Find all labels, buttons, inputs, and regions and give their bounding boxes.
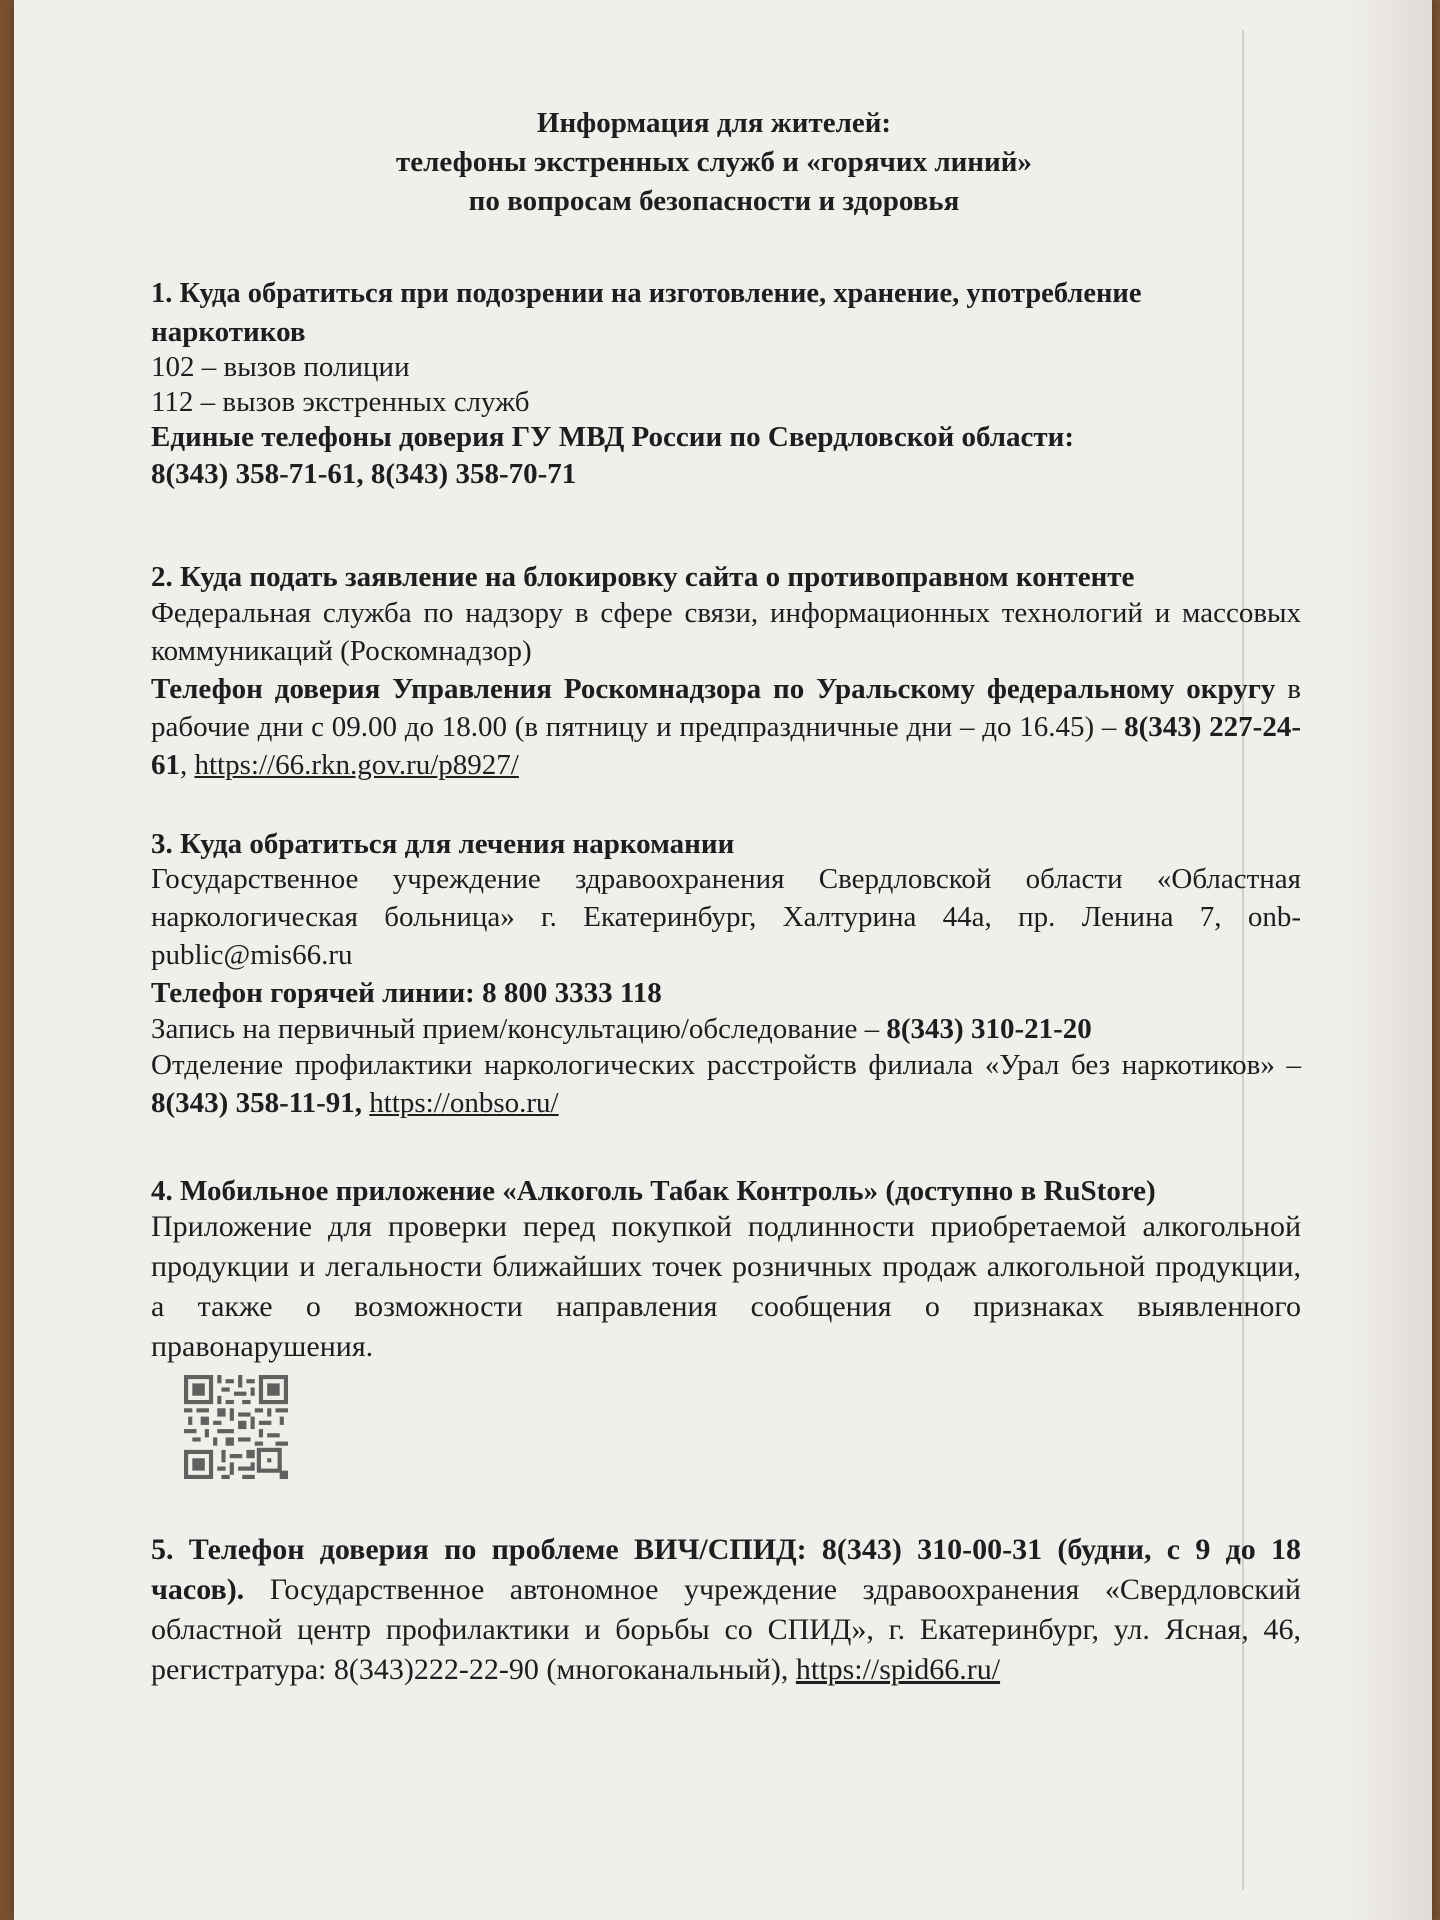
section-3-institution: Государственное учреждение здравоохранения Свердловской области «Областная наркологическая больница» г. Екатеринбург, Халтурина 44а, пр. Ленина 7, onb-public@mis66.ru: [151, 863, 1301, 971]
section-2-phone-paragraph: [151, 670, 1301, 784]
document-title: [234, 104, 1194, 221]
section-2-dash: –: [1094, 711, 1125, 743]
section-1-trust-phones: 8(343) 358-71-61, 8(343) 358-70-71: [151, 458, 577, 490]
title-line-2: телефоны экстренных служб и «горячих линий»: [396, 146, 1032, 178]
section-2-comma: ,: [180, 749, 195, 781]
section-2-heading: 2. Куда подать заявление на блокировку сайта о противоправном контенте: [151, 561, 1135, 593]
title-line-1: Информация для жителей:: [536, 107, 892, 139]
section-2-hours: в рабочие дни с 09.00 до 18.00 (в пятницу и предпраздничные дни – до 16.45): [151, 673, 1301, 743]
section-3-prevention-label: Отделение профилактики наркологических расстройств филиала «Урал без наркотиков» –: [151, 1049, 1301, 1081]
section-3-url-link[interactable]: https://onbso.ru/: [369, 1087, 559, 1119]
section-2-url-link[interactable]: https://66.rkn.gov.ru/p8927/: [194, 749, 519, 781]
section-2-agency: Федеральная служба по надзору в сфере связи, информационных технологий и массовых коммуникаций (Роскомнадзор): [151, 597, 1301, 667]
section-1-heading-line-1: 1. Куда обратиться при подозрении на изготовление, хранение, употребление: [151, 278, 1142, 309]
section-3-appointment: [151, 1010, 1092, 1048]
document-content: [14, 0, 1432, 1920]
section-5-body: Государственное автономное учреждение здравоохранения «Свердловский областной центр профилактики и борьбы со СПИД», г. Екатеринбург, ул. Ясная, 46, регистратура: 8(343)222-22-90 (многоканальный),: [151, 1573, 1301, 1686]
section-3-hotline: Телефон горячей линии: 8 800 3333 118: [151, 977, 662, 1009]
section-4-body: Приложение для проверки перед покупкой подлинности приобретаемой алкогольной продукции и легальности ближайших точек розничных продаж алкогольной продукции, а также о возможности направления сообщения о признаках выявленного правонарушения.: [151, 1210, 1301, 1363]
document-sheet: [14, 0, 1432, 1920]
section-5-hiv-phone: 5. Телефон доверия по проблеме ВИЧ/СПИД: 8(343) 310-00-31 (будни, с 9 до 18 часов).: [151, 1533, 1301, 1606]
section-1-heading-line-2: наркотиков: [151, 316, 306, 348]
title-line-3: по вопросам безопасности и здоровья: [468, 185, 960, 217]
section-3-appointment-label: Запись на первичный прием/консультацию/обследование –: [151, 1013, 887, 1045]
section-3-appointment-phone: 8(343) 310-21-20: [886, 1013, 1092, 1045]
section-4-heading: 4. Мобильное приложение «Алкоголь Табак Контроль» (доступно в RuStore): [151, 1175, 1156, 1207]
section-3-prevention: [151, 1046, 1301, 1122]
section-5-paragraph: [151, 1530, 1301, 1690]
section-1-emergency-line: 112 – вызов экстренных служб: [151, 386, 530, 418]
section-1-trust-label: Единые телефоны доверия ГУ МВД России по Свердловской области:: [151, 421, 1075, 453]
section-2-phone: 8(343) 227-24-61: [151, 711, 1301, 781]
section-2-phone-label: Телефон доверия Управления Роскомнадзора по Уральскому федеральному округу: [151, 673, 1276, 705]
qr-code-icon: [184, 1375, 288, 1479]
section-1-police-line: 102 – вызов полиции: [151, 351, 410, 383]
section-3-heading: 3. Куда обратиться для лечения наркомании: [151, 828, 735, 860]
section-5-url-link[interactable]: https://spid66.ru/: [795, 1653, 1001, 1686]
section-3-prevention-phone: 8(343) 358-11-91,: [151, 1087, 363, 1119]
